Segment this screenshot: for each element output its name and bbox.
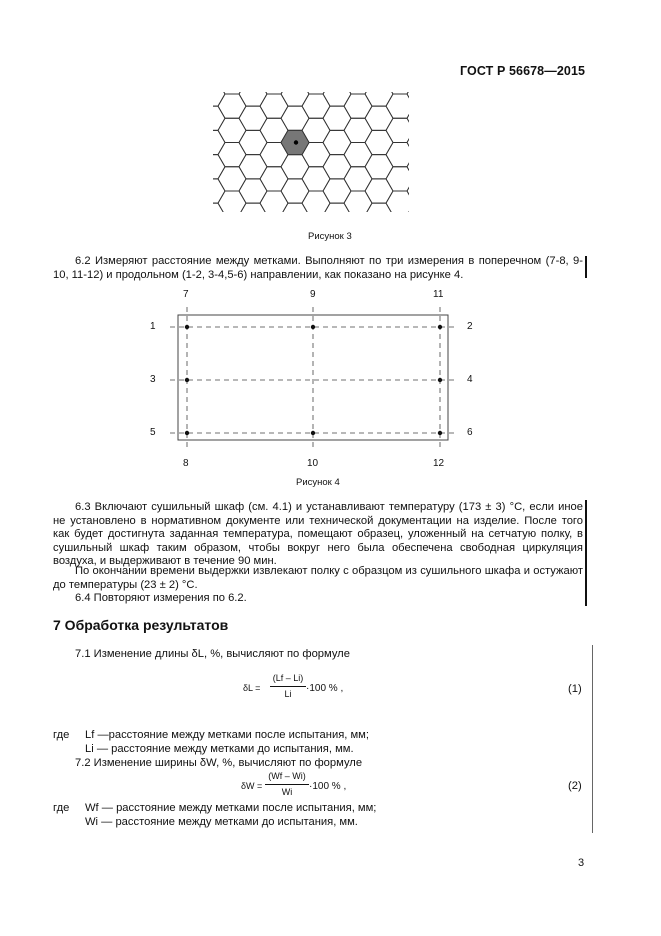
fig4-label-1: 1 xyxy=(150,321,156,332)
hex-cell xyxy=(218,143,246,167)
paragraph-7-2: 7.2 Изменение ширины δW, %, вычисляют по формуле xyxy=(75,757,363,769)
formula-2-number: (2) xyxy=(568,780,582,792)
where-li: Li — расстояние между метками до испытания, мм. xyxy=(85,743,354,755)
mark-point xyxy=(185,431,189,435)
formula-2-rest: ·100 % , xyxy=(309,781,347,792)
hex-cell xyxy=(218,94,246,118)
paragraph-6-2: 6.2 Измеряют расстояние между метками. Выполняют по три измерения в поперечном (7-8, 9-10, 11-12) и продольном (1-2, 3-4,5-6) направлении, как показано на рисунке 4. xyxy=(53,255,583,281)
hex-cell xyxy=(218,191,246,215)
formula-1-fraction-bar xyxy=(270,686,306,687)
center-mark-dot xyxy=(294,140,298,144)
hex-cell xyxy=(281,155,309,179)
formula-2-fraction-bar xyxy=(265,784,309,785)
mark-point xyxy=(438,431,442,435)
hex-cell xyxy=(386,167,414,191)
fig4-label-10: 10 xyxy=(307,458,319,469)
hex-cell xyxy=(407,179,415,203)
formula-1-rest: ·100 % , xyxy=(306,683,344,694)
hex-cell xyxy=(365,155,393,179)
formula-1-denominator: Li xyxy=(284,689,292,699)
mark-point xyxy=(185,325,189,329)
page-number: 3 xyxy=(578,857,585,869)
change-bar xyxy=(585,500,587,606)
hex-cell xyxy=(407,203,415,218)
change-bar xyxy=(585,256,587,278)
hex-cell xyxy=(281,88,309,106)
hex-cell xyxy=(218,215,246,218)
hex-cell xyxy=(239,106,267,130)
hex-cell xyxy=(344,143,372,167)
fig4-label-8: 8 xyxy=(183,458,189,469)
where-label-2: где xyxy=(53,802,70,814)
hex-cell xyxy=(281,106,309,130)
formula-1-lhs: δL = xyxy=(243,683,261,693)
where-wi: Wi — расстояние между метками до испытания, мм. xyxy=(85,816,358,828)
where-wf: Wf — расстояние между метками после испытания, мм; xyxy=(85,802,377,814)
hex-cell xyxy=(260,94,288,118)
fig4-label-7: 7 xyxy=(183,289,189,300)
document-code: ГОСТ Р 56678—2015 xyxy=(460,64,586,78)
hex-cell xyxy=(205,155,225,179)
hex-cell xyxy=(239,179,267,203)
change-bar xyxy=(592,645,593,833)
hex-cell xyxy=(260,191,288,215)
hex-cell xyxy=(323,130,351,154)
hex-cell xyxy=(344,94,372,118)
figure-4-caption: Рисунок 4 xyxy=(296,477,340,488)
hex-cell xyxy=(365,130,393,154)
mark-point xyxy=(438,325,442,329)
hex-cell xyxy=(386,215,414,218)
hex-cell xyxy=(239,155,267,179)
hex-cell xyxy=(365,203,393,218)
fig4-label-5: 5 xyxy=(150,427,156,438)
figure-4-diagram xyxy=(140,285,490,475)
hex-cell xyxy=(239,130,267,154)
hex-cell xyxy=(386,88,414,94)
hex-cell xyxy=(323,203,351,218)
fig4-label-9: 9 xyxy=(310,289,316,300)
fig4-label-11: 11 xyxy=(433,289,444,300)
fig4-label-12: 12 xyxy=(433,458,445,469)
figure-3-honeycomb xyxy=(205,88,415,218)
formula-2-numerator: (Wf – Wi) xyxy=(268,771,306,781)
paragraph-6-3: 6.3 Включают сушильный шкаф (см. 4.1) и устанавливают температуру (173 ± 3) °С, если иное не установлено в нормативном документе или технической документации на изделие. После того как будет достигнута заданная температура, помещают образец, уложенный на сетчатую полку, в сушильный шкаф таким образом, чтобы вокруг него была обеспечена свободная циркуляция воздуха, и выдерживают в течение 90 мин. xyxy=(53,501,583,567)
fig4-label-3: 3 xyxy=(150,374,156,385)
hex-cell xyxy=(205,179,225,203)
where-label: где xyxy=(53,729,70,741)
hex-cell xyxy=(344,191,372,215)
hex-cell xyxy=(365,106,393,130)
paragraph-7-1: 7.1 Изменение длины δL, %, вычисляют по формуле xyxy=(75,648,350,660)
mark-point xyxy=(311,325,315,329)
hex-cell xyxy=(323,179,351,203)
hex-cell xyxy=(302,88,330,94)
hex-cell xyxy=(260,88,288,94)
hex-cell xyxy=(218,88,246,94)
figure-3-caption: Рисунок 3 xyxy=(308,231,352,242)
hex-cell xyxy=(260,215,288,218)
hex-cell xyxy=(260,167,288,191)
hex-cell xyxy=(365,179,393,203)
hex-cell xyxy=(302,167,330,191)
hex-cell xyxy=(302,94,330,118)
hex-cell xyxy=(239,88,267,106)
hex-cell xyxy=(323,106,351,130)
where-lf: Lf —расстояние между метками после испытания, мм; xyxy=(85,729,369,741)
mark-point xyxy=(438,378,442,382)
hex-cell xyxy=(218,167,246,191)
hex-cell xyxy=(205,88,225,106)
hex-cell xyxy=(407,88,415,106)
fig4-label-2: 2 xyxy=(467,321,473,332)
hex-cell xyxy=(365,88,393,106)
paragraph-6-3-cont: По окончании времени выдержки извлекают полку с образцом из сушильного шкафа и остужают до температуры (23 ± 2) °С. xyxy=(53,565,583,591)
hex-cell xyxy=(344,215,372,218)
fig4-label-6: 6 xyxy=(467,427,473,438)
hex-cell xyxy=(323,88,351,106)
hex-cell xyxy=(281,203,309,218)
fig4-label-4: 4 xyxy=(467,374,473,385)
hex-cell xyxy=(205,130,225,154)
hex-cell xyxy=(386,143,414,167)
hex-cell xyxy=(344,167,372,191)
hex-cell xyxy=(205,106,225,130)
hex-cell xyxy=(302,215,330,218)
hex-cell xyxy=(344,118,372,142)
hex-cell xyxy=(281,179,309,203)
formula-2-denominator: Wi xyxy=(281,787,293,797)
hex-cell xyxy=(323,155,351,179)
hex-cell xyxy=(239,203,267,218)
section-7-heading: 7 Обработка результатов xyxy=(53,617,229,633)
paragraph-6-4: 6.4 Повторяют измерения по 6.2. xyxy=(75,592,247,604)
hex-cell xyxy=(344,88,372,94)
hex-cell xyxy=(407,155,415,179)
hex-cell xyxy=(407,130,415,154)
hex-cell xyxy=(386,118,414,142)
formula-1-number: (1) xyxy=(568,683,582,695)
hex-cell xyxy=(302,191,330,215)
hex-cell xyxy=(218,118,246,142)
mark-point xyxy=(311,431,315,435)
formula-2-lhs: δW = xyxy=(241,781,263,791)
hex-cell xyxy=(386,94,414,118)
formula-1-numerator: (Lf – Li) xyxy=(272,673,304,683)
hex-cell xyxy=(386,191,414,215)
mark-point xyxy=(185,378,189,382)
hex-cell xyxy=(407,106,415,130)
